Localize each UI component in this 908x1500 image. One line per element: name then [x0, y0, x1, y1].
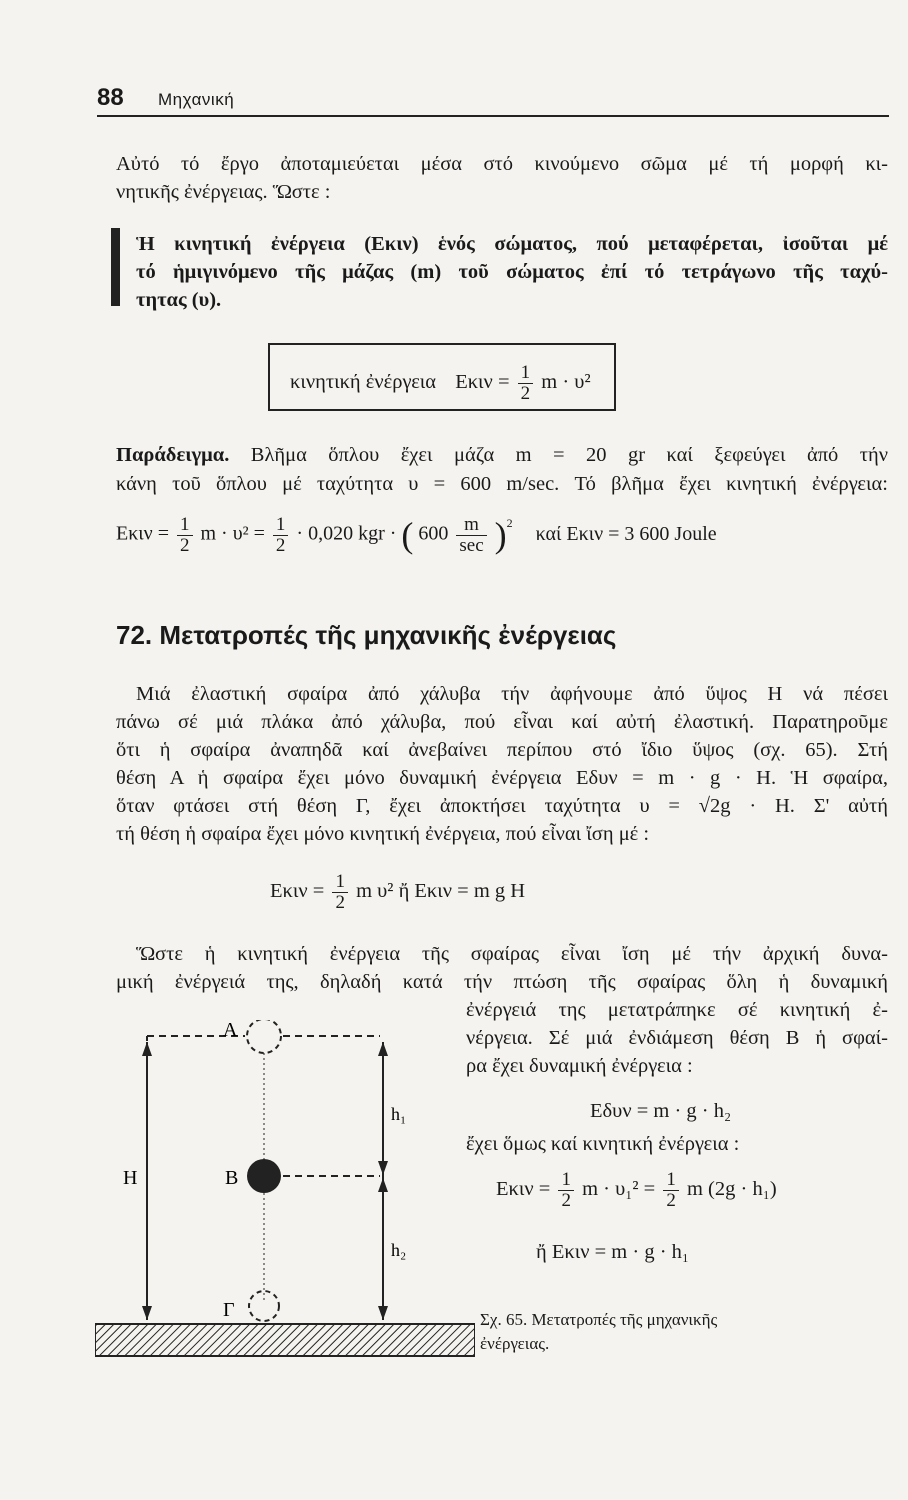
equation-1: Eκιν = $\frac{1}{2}$ m υ² ἤ Eκιν = m g Η: [270, 871, 526, 913]
kinetic-energy-formula-box: κινητική ἐνέργεια Eκιν = $\frac{1}{2}$ m · υ²: [268, 343, 616, 411]
ball-position-G: [249, 1291, 279, 1321]
para-line-6: τή θέση ἡ σφαίρα ἔχει μόνο κινητική ἐνέργεια, πού εἶναι ἴση μέ :: [116, 823, 650, 845]
label-h1: h₁: [391, 1104, 407, 1124]
definition-margin-bar: [111, 228, 120, 306]
intro-line-2: νητικῆς ἐνέργειας. Ὥστε :: [116, 181, 331, 203]
equation-2: Eδυν = m · g · h₂: [590, 1100, 732, 1122]
label-h2: h₂: [391, 1240, 407, 1260]
definition-line-2: τό ἡμιγινόμενο τῆς μάζας (m) τοῦ σώματος ἐπί τό τετράγωνο τῆς ταχύ-: [136, 261, 888, 283]
definition-line-3: τητας (υ).: [136, 289, 222, 311]
example-formula: Eκιν = $\frac{1}{2}$ m · υ² = $\frac{1}{2}$ · 0,020 kgr · ( 600 $\frac{m}{\sec}$ )$^2$ καί Eκιν = 3 600 Joule: [116, 513, 717, 556]
para2-line-6: ἔχει ὅμως καί κινητική ἐνέργεια :: [466, 1133, 740, 1155]
equation-3: Eκιν = $\frac{1}{2}$ m · υ₁² = $\frac{1}{2}$ m (2g · h₁): [496, 1169, 777, 1211]
formula-label: κινητική ἐνέργεια: [290, 371, 437, 394]
section-heading: 72. Μετατροπές τῆς μηχανικῆς ἐνέργειας: [116, 620, 617, 650]
running-title: Μηχανική: [158, 90, 235, 109]
equation-4: ἤ Eκιν = m · g · h₁: [536, 1241, 690, 1263]
intro-line-1: Αὐτό τό ἔργο ἀποταμιεύεται μέσα στό κινούμενο σῶμα μέ τή μορφή κι-: [116, 153, 888, 175]
para2-line-5: ρα ἔχει δυναμική ἐνέργεια :: [466, 1055, 693, 1077]
ball-position-B: [247, 1159, 281, 1193]
label-H: Η: [123, 1167, 138, 1189]
para2-line-2: μική ἐνέργειά της, δηλαδή κατά τήν πτώση τῆς σφαίρας ὅλη ἡ δυναμική: [116, 971, 888, 993]
formula-lhs: Eκιν: [455, 371, 493, 394]
para-line-1: Μιά ἐλαστική σφαίρα ἀπό χάλυβα τήν ἀφήνουμε ἀπό ὕψος Η νά πέσει: [136, 683, 888, 705]
para-line-4: θέση Α ἡ σφαίρα ἔχει μόνο δυναμική ἐνέργεια Eδυν = m · g · Η. Ἡ σφαίρα,: [116, 767, 888, 789]
para2-line-1: Ὥστε ἡ κινητική ἐνέργεια τῆς σφαίρας εἶναι ἴση μέ τήν ἀρχική δυνα-: [136, 943, 888, 965]
figure-65: [95, 1020, 475, 1380]
header-rule: [97, 115, 889, 117]
definition-line-1: Ἡ κινητική ἐνέργεια (Eκιν) ἑνός σώματος, πού μεταφέρεται, ἰσοῦται μέ: [136, 233, 888, 255]
steel-plate: [95, 1324, 475, 1356]
label-B: Β: [225, 1167, 239, 1189]
para-line-2: πάνω σέ μιά πλάκα ἀπό χάλυβα, πού εἶναι καί αὐτή ἐλαστική. Παρατηροῦμε: [116, 711, 888, 733]
formula-half: $\frac{1}{2}$: [518, 363, 534, 404]
para-line-5: ὅταν φτάσει στή θέση Γ, ἔχει ἀποκτήσει ταχύτητα υ = √2g · Η. Σ' αὐτή: [116, 795, 888, 817]
formula-rest: m · υ²: [541, 371, 591, 394]
figure-caption: Σχ. 65. Μετατροπές τῆς μηχανικῆς ἐνέργειας.: [480, 1310, 718, 1353]
ball-position-A: [247, 1020, 281, 1053]
example-line-2: κάνη τοῦ ὅπλου μέ ταχύτητα υ = 600 m/sec. Τό βλῆμα ἔχει κινητική ἐνέργεια:: [116, 473, 888, 495]
example-line-1: Παράδειγμα. Βλῆμα ὅπλου ἔχει μάζα m = 20 gr καί ξεφεύγει ἀπό τήν: [116, 444, 888, 466]
label-G: Γ: [223, 1299, 235, 1321]
para2-line-4: νέργεια. Σέ μιά ἐνδιάμεση θέση Β ἡ σφαί-: [466, 1027, 888, 1049]
para-line-3: ὅτι ἡ σφαίρα ἀναπηδᾶ καί ἀνεβαίνει περίπου στό ἴδιο ὕψος (σχ. 65). Στή: [116, 739, 888, 761]
label-A: Α: [223, 1020, 238, 1041]
page-number: 88: [97, 84, 124, 111]
para2-line-3: ἐνέργειά της μετατράπηκε σέ κινητική ἐ-: [466, 999, 888, 1021]
